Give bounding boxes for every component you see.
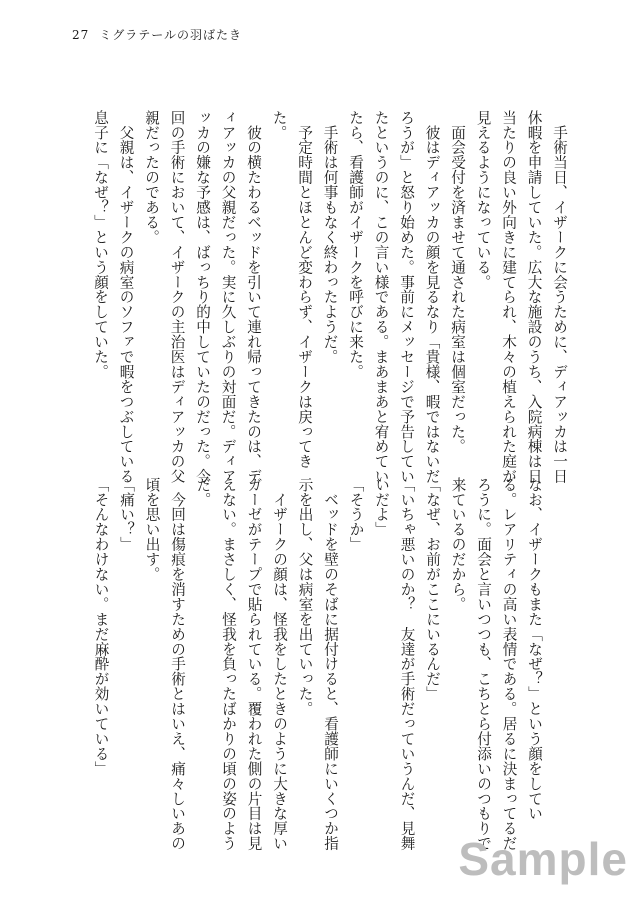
text-line: イザークの顔は、怪我をしたときのように大きな厚い xyxy=(271,477,288,851)
text-line: ろうが」と怒り始めた。事前にメッセージで予告してい xyxy=(398,110,415,484)
text-line: 「そうか」 xyxy=(347,477,365,552)
page-number: 27 xyxy=(72,28,90,42)
text-line: 父親は、イザークの病室のソファで暇をつぶしている xyxy=(117,110,135,484)
text-line: 予定時間とほとんど変わらず、イザークは戻ってき xyxy=(296,110,313,469)
text-line: ガーゼがテープで貼られている。覆われた側の片目は見 xyxy=(245,477,263,851)
text-line: だ。 xyxy=(194,477,212,507)
book-title: ミグラテールの羽ばたき xyxy=(99,28,243,42)
text-line: た。 xyxy=(270,110,288,140)
text-line: 休暇を申請していた。広大な施設のうち、入院病棟は日 xyxy=(525,110,543,484)
text-line: 来ているのだから。 xyxy=(449,477,467,612)
text-line: 見えるようになっている。 xyxy=(474,110,492,290)
text-line: 「痛い？」 xyxy=(118,477,135,552)
text-line: いだよ」 xyxy=(373,477,390,537)
text-line: なお、イザークもまた「なぜ？」という顔をしてい xyxy=(526,477,543,821)
text-line: たというのに、この言い様である。まあまあと宥めてい xyxy=(372,110,390,484)
text-line: ベッドを壁のそばに据付けると、看護師にいくつか指 xyxy=(322,477,339,851)
text-line: 彼の横たわるベッドを引いて連れ帰ってきたのは、デ xyxy=(245,110,262,484)
text-line: 手術は何事もなく終わったようだ。 xyxy=(321,110,339,365)
running-header xyxy=(72,26,242,43)
text-line: 手術当日、イザークに会うために、ディアッカは一日 xyxy=(551,110,568,484)
text-line: 回の手術において、イザークの主治医はディアッカの父 xyxy=(168,110,186,484)
text-line: 面会受付を済ませて通された病室は個室だった。 xyxy=(449,110,466,454)
text-line: えない。まさしく、怪我を負ったばかりの頃の姿のよう xyxy=(220,477,237,851)
text-line: 「なぜ、お前がここにいるんだ」 xyxy=(424,477,441,702)
text-line: ろうに。面会と言いつつも、こちとら付添いのつもりで xyxy=(475,477,492,851)
text-line: ィアッカの父親だった。実に久しぶりの対面だ。ディア xyxy=(219,110,237,484)
text-line: 彼はディアッカの顔を見るなり「貴様、暇ではないだ xyxy=(423,110,441,484)
text-line: る。レアリティの高い表情である。居るに決まってるだ xyxy=(500,477,518,851)
text-line: ッカの嫌な予感は、ばっちり的中していたのだった。今 xyxy=(194,110,211,484)
text-line: 親だったのである。 xyxy=(143,110,160,245)
text-block-upper xyxy=(88,110,573,484)
sample-watermark: Sample xyxy=(458,833,628,885)
text-line: 「そんなわけない。まだ麻酔が効いている」 xyxy=(92,477,110,776)
text-line: 今回は傷痕を消すための手術とはいえ、痛々しいあの xyxy=(169,477,186,851)
text-line: 頃を思い出す。 xyxy=(143,477,161,582)
text-line: 示を出し、父は病室を出ていった。 xyxy=(296,477,314,717)
text-line: 息子に「なぜ？」という顔をしていた。 xyxy=(92,110,109,380)
text-line: 「いちゃ悪いのか？ 友達が手術だっていうんだ、見舞 xyxy=(398,477,416,851)
text-line: たら、看護師がイザークを呼びに来た。 xyxy=(347,110,364,380)
text-line: 当たりの良い外向きに建てられ、木々の植えられた庭が xyxy=(500,110,517,484)
text-block-lower xyxy=(88,477,547,851)
